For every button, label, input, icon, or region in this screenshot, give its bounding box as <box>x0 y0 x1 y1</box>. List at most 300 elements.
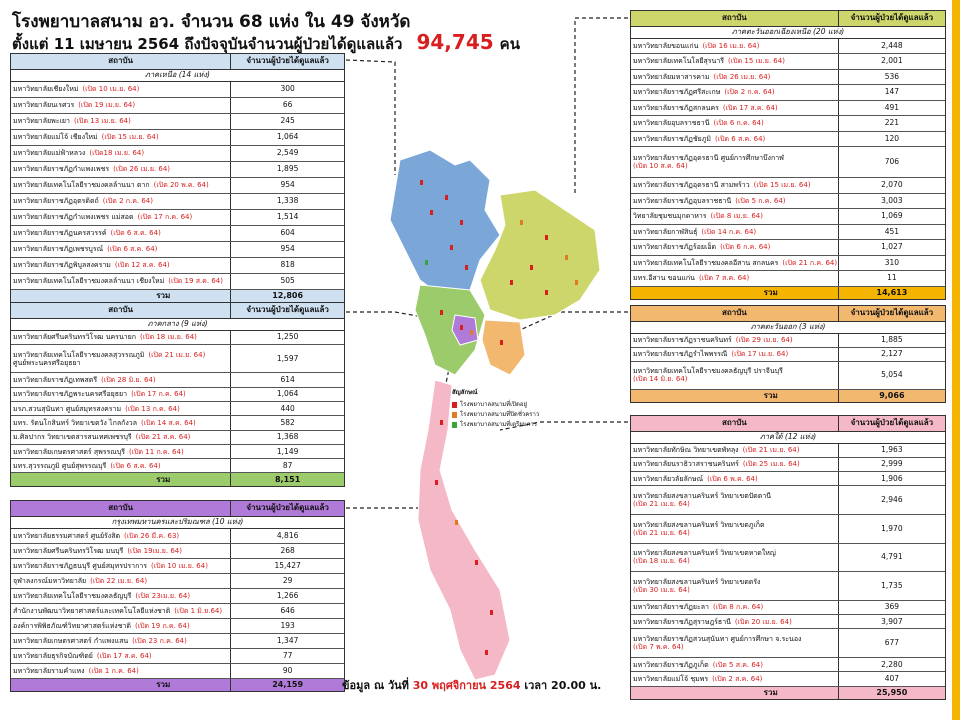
table-row <box>631 209 945 225</box>
institution-cell <box>631 657 838 671</box>
institution-name: มหาวิทยาลัยเทคโนโลยีราชมงคลอีสาน สกลนคร <box>633 258 779 267</box>
institution-name: มหาวิทยาลัยเทคโนโลยีสุรนารี <box>633 57 725 66</box>
institution-cell <box>11 241 231 257</box>
patient-count: 2,001 <box>838 54 945 70</box>
table-row <box>11 193 344 209</box>
institution-cell <box>631 347 838 361</box>
legend-title: สัญลักษณ์ <box>452 389 478 396</box>
institution-cell <box>11 618 231 633</box>
total-value: 24,159 <box>272 679 304 689</box>
open-date: (เปิด 26 มี.ค. 63) <box>124 531 180 540</box>
institution-cell <box>11 225 231 241</box>
patient-count: 1,895 <box>231 161 344 177</box>
patient-count: 1,149 <box>231 444 344 458</box>
open-date: (เปิด 16 เม.ย. 64) <box>702 41 760 50</box>
table-row <box>11 588 344 603</box>
table-row <box>631 255 945 271</box>
table-row <box>11 663 344 678</box>
patient-count: 147 <box>838 85 945 101</box>
institution-cell <box>631 543 838 572</box>
total-value: 12,806 <box>272 290 304 300</box>
institution-cell <box>11 663 231 678</box>
institution-name: มหาวิทยาลัยสงขลานครินทร์ วิทยาเขตตรัง <box>633 577 761 586</box>
table-bangkok <box>10 500 345 692</box>
institution-cell <box>631 600 838 614</box>
institution-cell <box>631 69 838 85</box>
col-header-institution: สถาบัน <box>11 501 231 516</box>
institution-name: มหาวิทยาลัยเทคโนโลยีราชมงคลล้านนา ตาก <box>13 181 150 189</box>
institution-name: มหาวิทยาลัยสงขลานครินทร์ วิทยาเขตหาดใหญ่ <box>633 549 776 558</box>
patient-count: 440 <box>231 401 344 415</box>
institution-name: มหาวิทยาลัยราชภัฏอุดรธานี สามพร้าว <box>633 181 750 190</box>
table-row <box>631 657 945 671</box>
open-date: (เปิด 21 เม.ย. 64) <box>633 500 690 509</box>
table-south <box>630 415 946 700</box>
subtitle-text: ตั้งแต่ 11 เมษายน 2564 ถึงปัจจุบันจำนวนผู้ป่วยได้ดูแลแล้ว <box>12 35 403 53</box>
patient-count: 1,514 <box>231 209 344 225</box>
institution-cell <box>11 459 231 473</box>
open-date: (เปิด 17 ส.ค. 64) <box>96 651 152 660</box>
open-date: (เปิด 6 ส.ค. 64) <box>110 229 161 237</box>
patient-count: 1,963 <box>838 443 945 457</box>
institution-cell <box>11 588 231 603</box>
institution-name: มหาวิทยาลัยราชภัฏกำแพงเพชร <box>13 165 110 173</box>
table-row <box>631 672 945 686</box>
patient-count: 87 <box>231 459 344 473</box>
institution-cell <box>631 38 838 54</box>
open-date: (เปิด 6 ส.ค. 64) <box>110 461 161 470</box>
institution-name: มหาวิทยาลัยทักษิณ วิทยาเขตพัทลุง <box>633 446 739 455</box>
table-row <box>631 271 945 287</box>
total-row <box>631 686 945 699</box>
table-row <box>631 38 945 54</box>
total-value: 9,066 <box>879 390 905 400</box>
total-value: 14,613 <box>876 287 908 297</box>
institution-name: มหาวิทยาลัยวลัยลักษณ์ <box>633 474 704 483</box>
institution-name: มหาวิทยาลัยราชภัฏรำไพพรรณี <box>633 350 728 358</box>
table-row <box>631 54 945 70</box>
open-date: (เปิด 14 มิ.ย. 64) <box>633 375 688 383</box>
total-label: รวม <box>11 473 231 486</box>
open-date: (เปิด 21 เม.ย. 64) <box>633 528 690 537</box>
table-row <box>11 113 344 129</box>
patient-count: 90 <box>231 663 344 678</box>
open-date: (เปิด18 เม.ย. 64) <box>89 149 145 157</box>
col-header-patients: จำนวนผู้ป่วยได้ดูแลแล้ว <box>231 54 344 69</box>
table-row <box>631 629 945 658</box>
patient-count: 2,549 <box>231 145 344 161</box>
open-date: (เปิด 13 ก.ค. 64) <box>125 404 180 413</box>
open-date: (เปิด 22 เม.ย. 64) <box>90 576 148 585</box>
patient-count: 2,946 <box>838 486 945 515</box>
legend-item <box>452 420 539 430</box>
total-row <box>631 389 945 402</box>
col-header-institution: สถาบัน <box>11 54 231 69</box>
patient-count: 3,003 <box>838 193 945 209</box>
institution-cell <box>631 572 838 601</box>
legend-swatch-preparing <box>452 422 457 428</box>
region-row <box>631 321 945 333</box>
open-date: (เปิด 1 มิ.ย.64) <box>174 606 223 615</box>
institution-name: มหาวิทยาลัยศรีนครินทรวิโรฒ นครนายก <box>13 333 136 342</box>
region-title: ภาคตะวันออกเฉียงเหนือ (20 แห่ง) <box>631 26 945 38</box>
open-date: (เปิด 6 ก.ค. 64) <box>720 243 771 252</box>
institution-name: มหาวิทยาลัยราชภัฏสกลนคร <box>633 103 719 112</box>
table-row <box>631 116 945 132</box>
institution-cell <box>631 514 838 543</box>
legend-swatch-closed <box>452 412 457 418</box>
table-row <box>11 430 344 444</box>
open-date: (เปิด 15 เม.ย. 64) <box>728 57 785 66</box>
total-label: รวม <box>11 289 231 302</box>
institution-name: มหาวิทยาลัยราชภัฏสุราษฎร์ธานี <box>633 617 731 626</box>
patient-count: 582 <box>231 416 344 430</box>
institution-cell <box>11 573 231 588</box>
institution-cell <box>631 131 838 147</box>
region-title: ภาคเหนือ (14 แห่ง) <box>11 69 344 81</box>
total-row <box>11 678 344 691</box>
patient-count: 536 <box>838 69 945 85</box>
patient-count: 1,735 <box>838 572 945 601</box>
open-date: (เปิด 5 ก.ค. 64) <box>735 196 786 205</box>
accent-bar <box>952 0 960 720</box>
table-row <box>631 600 945 614</box>
institution-cell <box>11 145 231 161</box>
table-east <box>630 305 946 403</box>
total-label: รวม <box>631 686 838 699</box>
institution-name: มหาวิทยาลัยสงขลานครินทร์ วิทยาเขตปัตตานี <box>633 492 771 501</box>
patient-count: 2,999 <box>838 457 945 471</box>
institution-cell <box>631 240 838 256</box>
institution-cell <box>631 178 838 194</box>
patient-count: 5,054 <box>838 361 945 389</box>
legend-item <box>452 410 539 420</box>
region-row <box>631 431 945 443</box>
open-date: (เปิด 10 เม.ย. 64) <box>151 561 208 570</box>
patient-count: 1,885 <box>838 333 945 347</box>
open-date: (เปิด 8 เม.ย. 64) <box>710 212 763 221</box>
region-title: ภาคตะวันออก (3 แห่ง) <box>631 321 945 333</box>
institution-cell <box>11 344 231 373</box>
table-row <box>631 443 945 457</box>
table-row <box>11 416 344 430</box>
institution-name: มหาวิทยาลัยศรีนครินทรวิโรฒ มนบุรี <box>13 546 124 555</box>
table-row <box>11 401 344 415</box>
institution-cell <box>631 255 838 271</box>
table-row <box>11 603 344 618</box>
institution-name: มหาวิทยาลัยแม่โจ้ เชียงใหม่ <box>13 133 98 141</box>
institution-cell <box>631 443 838 457</box>
region-title: ภาคกลาง (9 แห่ง) <box>11 318 344 330</box>
institution-cell <box>631 116 838 132</box>
table-row <box>631 361 945 389</box>
open-date: (เปิด 1 ก.ค. 64) <box>88 666 139 675</box>
table-row <box>11 81 344 97</box>
institution-cell <box>11 193 231 209</box>
institution-cell <box>11 373 231 387</box>
institution-name: มหาวิทยาลัยราชภัฏพระนครศรีอยุธยา <box>13 390 128 399</box>
patient-count: 954 <box>231 177 344 193</box>
institution-name: มหาวิทยาลัยราชภัฏเพชรบูรณ์ <box>13 245 104 253</box>
open-date: (เปิด 20 เม.ย. 64) <box>734 617 792 626</box>
table-row <box>11 129 344 145</box>
region-row <box>11 69 344 81</box>
map-region-east <box>482 320 525 375</box>
institution-name: มหาวิทยาลัยพะเยา <box>13 117 70 125</box>
open-date: (เปิด 17 เม.ย. 64) <box>731 350 789 358</box>
institution-cell <box>631 54 838 70</box>
col-header-institution: สถาบัน <box>631 416 838 431</box>
table-row <box>631 486 945 515</box>
footnote-time: เวลา 20.00 น. <box>524 679 602 692</box>
institution-name: มหาวิทยาลัยนเรศวร <box>13 101 75 109</box>
patient-count: 604 <box>231 225 344 241</box>
open-date: (เปิด 10 เม.ย. 64) <box>82 85 140 93</box>
open-date: (เปิด 6 ส.ค. 64) <box>714 134 766 143</box>
open-date: (เปิด 15 เม.ย. 64) <box>101 133 159 141</box>
table-row <box>631 193 945 209</box>
institution-name: มหาวิทยาลัยราชภัฏชัยภูมิ <box>633 134 711 143</box>
table-row <box>11 558 344 573</box>
table-row <box>11 373 344 387</box>
institution-cell <box>631 486 838 515</box>
institution-cell <box>11 209 231 225</box>
total-row <box>11 473 344 486</box>
patient-count: 300 <box>231 81 344 97</box>
open-date: (เปิด 23เม.ย. 64) <box>135 591 191 600</box>
table-row <box>631 347 945 361</box>
region-row <box>11 516 344 528</box>
institution-name: มหาวิทยาลัยเกษตรศาสตร์ สุพรรณบุรี <box>13 447 125 456</box>
table-row <box>11 145 344 161</box>
patient-count: 1,597 <box>231 344 344 373</box>
institution-cell <box>631 472 838 486</box>
open-date: (เปิด 20 พ.ค. 64) <box>153 181 209 189</box>
open-date: (เปิด 10 ส.ค. 64) <box>633 162 688 170</box>
institution-name: มหาวิทยาลัยสงขลานครินทร์ วิทยาเขตภูเก็ต <box>633 520 765 529</box>
institution-name: มหาวิทยาลัยเทคโนโลยีราชมงคลธัญบุรี <box>13 591 132 600</box>
institution-name: มหาวิทยาลัยราชภัฏสวนสุนันทา ศูนย์การศึกษา จ.ระนอง <box>633 635 802 644</box>
table-row <box>11 257 344 273</box>
table-row <box>11 209 344 225</box>
table-row <box>631 457 945 471</box>
institution-cell <box>631 457 838 471</box>
institution-name: มหาวิทยาลัยแม่โจ้ ชุมพร <box>633 674 709 683</box>
institution-name: มหาวิทยาลัยเกษตรศาสตร์ กำแพงแสน <box>13 636 129 645</box>
patient-count: 646 <box>231 603 344 618</box>
patient-count: 1,250 <box>231 330 344 344</box>
table-row <box>631 472 945 486</box>
institution-cell <box>631 209 838 225</box>
patient-count: 4,791 <box>838 543 945 572</box>
patient-count: 193 <box>231 618 344 633</box>
institution-cell <box>11 129 231 145</box>
table-row <box>11 543 344 558</box>
col-header-patients: จำนวนผู้ป่วยได้ดูแลแล้ว <box>838 11 945 26</box>
institution-cell <box>631 271 838 287</box>
institution-name: มหาวิทยาลัยมหาสารคาม <box>633 72 710 81</box>
patient-count: 818 <box>231 257 344 273</box>
institution-name: มหาวิทยาลัยราชภัฏพิบูลสงคราม <box>13 261 111 269</box>
table-row <box>11 648 344 663</box>
institution-name: มหาวิทยาลัยนราธิวาสราชนครินทร์ <box>633 460 739 469</box>
patient-count: 77 <box>231 648 344 663</box>
open-date: (เปิด 26 เม.ย. 64) <box>113 165 171 173</box>
institution-cell <box>631 629 838 658</box>
institution-name: มหาวิทยาลัยราชภัฏนครสวรรค์ <box>13 229 107 237</box>
total-value: 8,151 <box>274 474 301 484</box>
open-date: (เปิด 12 ส.ค. 64) <box>114 261 170 269</box>
table-row <box>11 225 344 241</box>
open-date: (เปิด 6 ก.ค. 64) <box>713 119 764 128</box>
institution-cell <box>631 333 838 347</box>
table-row <box>631 224 945 240</box>
table-north <box>10 53 345 303</box>
table-row <box>11 573 344 588</box>
total-row <box>631 286 945 299</box>
institution-name: มหาวิทยาลัยราชภัฏกำแพงเพชร แม่สอด <box>13 213 134 221</box>
institution-cell <box>631 672 838 686</box>
total-label: รวม <box>11 678 231 691</box>
open-date: (เปิด 5 ส.ค. 64) <box>712 660 763 669</box>
patient-count: 310 <box>838 255 945 271</box>
patient-count: 491 <box>838 100 945 116</box>
patient-count: 2,448 <box>838 38 945 54</box>
patient-count: 4,816 <box>231 528 344 543</box>
table-header-row <box>11 501 344 516</box>
table-row <box>11 177 344 193</box>
table-row <box>631 131 945 147</box>
open-date: (เปิด 17 ส.ค. 64) <box>722 103 778 112</box>
institution-name: มหาวิทยาลัยราชภัฏยะลา <box>633 603 709 612</box>
patient-count: 11 <box>838 271 945 287</box>
table-header-row <box>631 306 945 321</box>
table-row <box>11 273 344 289</box>
table-row <box>11 618 344 633</box>
patient-count: 1,266 <box>231 588 344 603</box>
open-date: (เปิด 19 เม.ย. 64) <box>78 101 136 109</box>
institution-name: มหาวิทยาลัยราชภัฏศรีสะเกษ <box>633 88 721 97</box>
institution-name: มหาวิทยาลัยธรรมศาสตร์ ศูนย์รังสิต <box>13 531 121 540</box>
table-row <box>11 459 344 473</box>
patient-count: 120 <box>838 131 945 147</box>
table-row <box>631 615 945 629</box>
institution-cell <box>11 161 231 177</box>
institution-name: มหาวิทยาลัยกาฬสินธุ์ <box>633 227 698 236</box>
total-value: 25,950 <box>876 687 908 697</box>
patient-count: 451 <box>838 224 945 240</box>
institution-cell <box>11 543 231 558</box>
legend-item <box>452 400 539 410</box>
patient-count: 369 <box>838 600 945 614</box>
patient-count: 677 <box>838 629 945 658</box>
patient-count: 15,427 <box>231 558 344 573</box>
institution-cell <box>11 387 231 401</box>
table-row <box>11 330 344 344</box>
table-row <box>11 344 344 373</box>
institution-name: มหาวิทยาลัยเทคโนโลยีราชมงคลสุวรรณภูมิ <box>13 350 145 359</box>
institution-cell <box>11 603 231 618</box>
open-date: (เปิด 14 ก.ค. 64) <box>701 227 757 236</box>
open-date: (เปิด 18 เม.ย. 64) <box>633 557 690 566</box>
institution-name: มหาวิทยาลัยราชภัฏอุบลราชธานี <box>633 196 732 205</box>
patient-count: 1,368 <box>231 430 344 444</box>
institution-name: องค์การพิพิธภัณฑ์วิทยาศาสตร์แห่งชาติ <box>13 621 131 630</box>
col-header-patients: จำนวนผู้ป่วยได้ดูแลแล้ว <box>838 306 945 321</box>
legend-label: โรงพยาบาลสนามที่ปิดชั่วคราว <box>460 411 540 418</box>
open-date: (เปิด 2 ก.ค. 64) <box>724 88 775 97</box>
institution-name: มหาวิทยาลัยราชภัฏเทพสตรี <box>13 376 98 385</box>
institution-name: มหาวิทยาลัยราชภัฏภูเก็ต <box>633 660 709 669</box>
footnote-date: 30 พฤศจิกายน 2564 <box>412 679 521 692</box>
data-as-of <box>342 676 601 694</box>
institution-cell <box>11 633 231 648</box>
patient-count: 29 <box>231 573 344 588</box>
institution-cell <box>631 361 838 389</box>
patient-count: 1,027 <box>838 240 945 256</box>
institution-cell <box>11 648 231 663</box>
open-date: (เปิด 30 เม.ย. 64) <box>633 585 690 594</box>
legend-label: โรงพยาบาลสนามที่เปิดอยู่ <box>460 401 527 408</box>
patient-count: 3,907 <box>838 615 945 629</box>
open-date: (เปิด 6 พ.ค. 64) <box>707 474 758 483</box>
patient-count: 1,064 <box>231 387 344 401</box>
institution-name: มหาวิทยาลัยเชียงใหม่ <box>13 85 79 93</box>
legend-label: โรงพยาบาลสนามที่เตรียมการ <box>460 421 537 428</box>
institution-cell <box>11 558 231 573</box>
legend-swatch-open <box>452 402 457 408</box>
institution-name: มรภ.สวนสุนันทา ศูนย์สมุทรสงคราม <box>13 404 122 413</box>
table-row <box>631 333 945 347</box>
col-header-institution: สถาบัน <box>631 306 838 321</box>
table-northeast <box>630 10 946 300</box>
patient-count: 245 <box>231 113 344 129</box>
institution-name: วิทยาลัยชุมชนมุกดาหาร <box>633 212 707 221</box>
patient-count: 66 <box>231 97 344 113</box>
institution-name: มทร.สุวรรณภูมิ ศูนย์สุพรรณบุรี <box>13 461 107 470</box>
region-title: กรุงเทพมหานครและปริมณฑล (10 แห่ง) <box>11 516 344 528</box>
patient-count: 614 <box>231 373 344 387</box>
open-date: (เปิด 21 เม.ย. 64) <box>148 350 206 359</box>
institution-cell <box>631 224 838 240</box>
table-row <box>11 161 344 177</box>
institution-cell <box>11 177 231 193</box>
col-header-institution: สถาบัน <box>11 303 231 318</box>
table-row <box>631 543 945 572</box>
table-row <box>631 514 945 543</box>
table-row <box>631 85 945 101</box>
open-date: (เปิด 26 เม.ย. 64) <box>713 72 771 81</box>
col-header-patients: จำนวนผู้ป่วยได้ดูแลแล้ว <box>838 416 945 431</box>
open-date: (เปิด 2 ก.ค. 64) <box>102 197 153 205</box>
institution-name: มหาวิทยาลัยราชภัฏร้อยเอ็ด <box>633 243 717 252</box>
open-date: (เปิด 18 เม.ย. 64) <box>140 333 197 342</box>
patient-count: 2,127 <box>838 347 945 361</box>
institution-name: มหาวิทยาลัยอุบลราชธานี <box>633 119 710 128</box>
patient-count: 2,280 <box>838 657 945 671</box>
patient-count: 268 <box>231 543 344 558</box>
table-header-row <box>11 54 344 69</box>
open-date: (เปิด 25 เม.ย. 64) <box>742 460 800 469</box>
table-header-row <box>631 416 945 431</box>
open-date: (เปิด 7 พ.ค. 64) <box>633 643 684 652</box>
col-header-institution: สถาบัน <box>631 11 838 26</box>
table-header-row <box>11 303 344 318</box>
institution-cell <box>631 147 838 178</box>
open-date: (เปิด 19 ส.ค. 64) <box>168 277 223 285</box>
patient-count: 1,064 <box>231 129 344 145</box>
patient-count: 221 <box>838 116 945 132</box>
